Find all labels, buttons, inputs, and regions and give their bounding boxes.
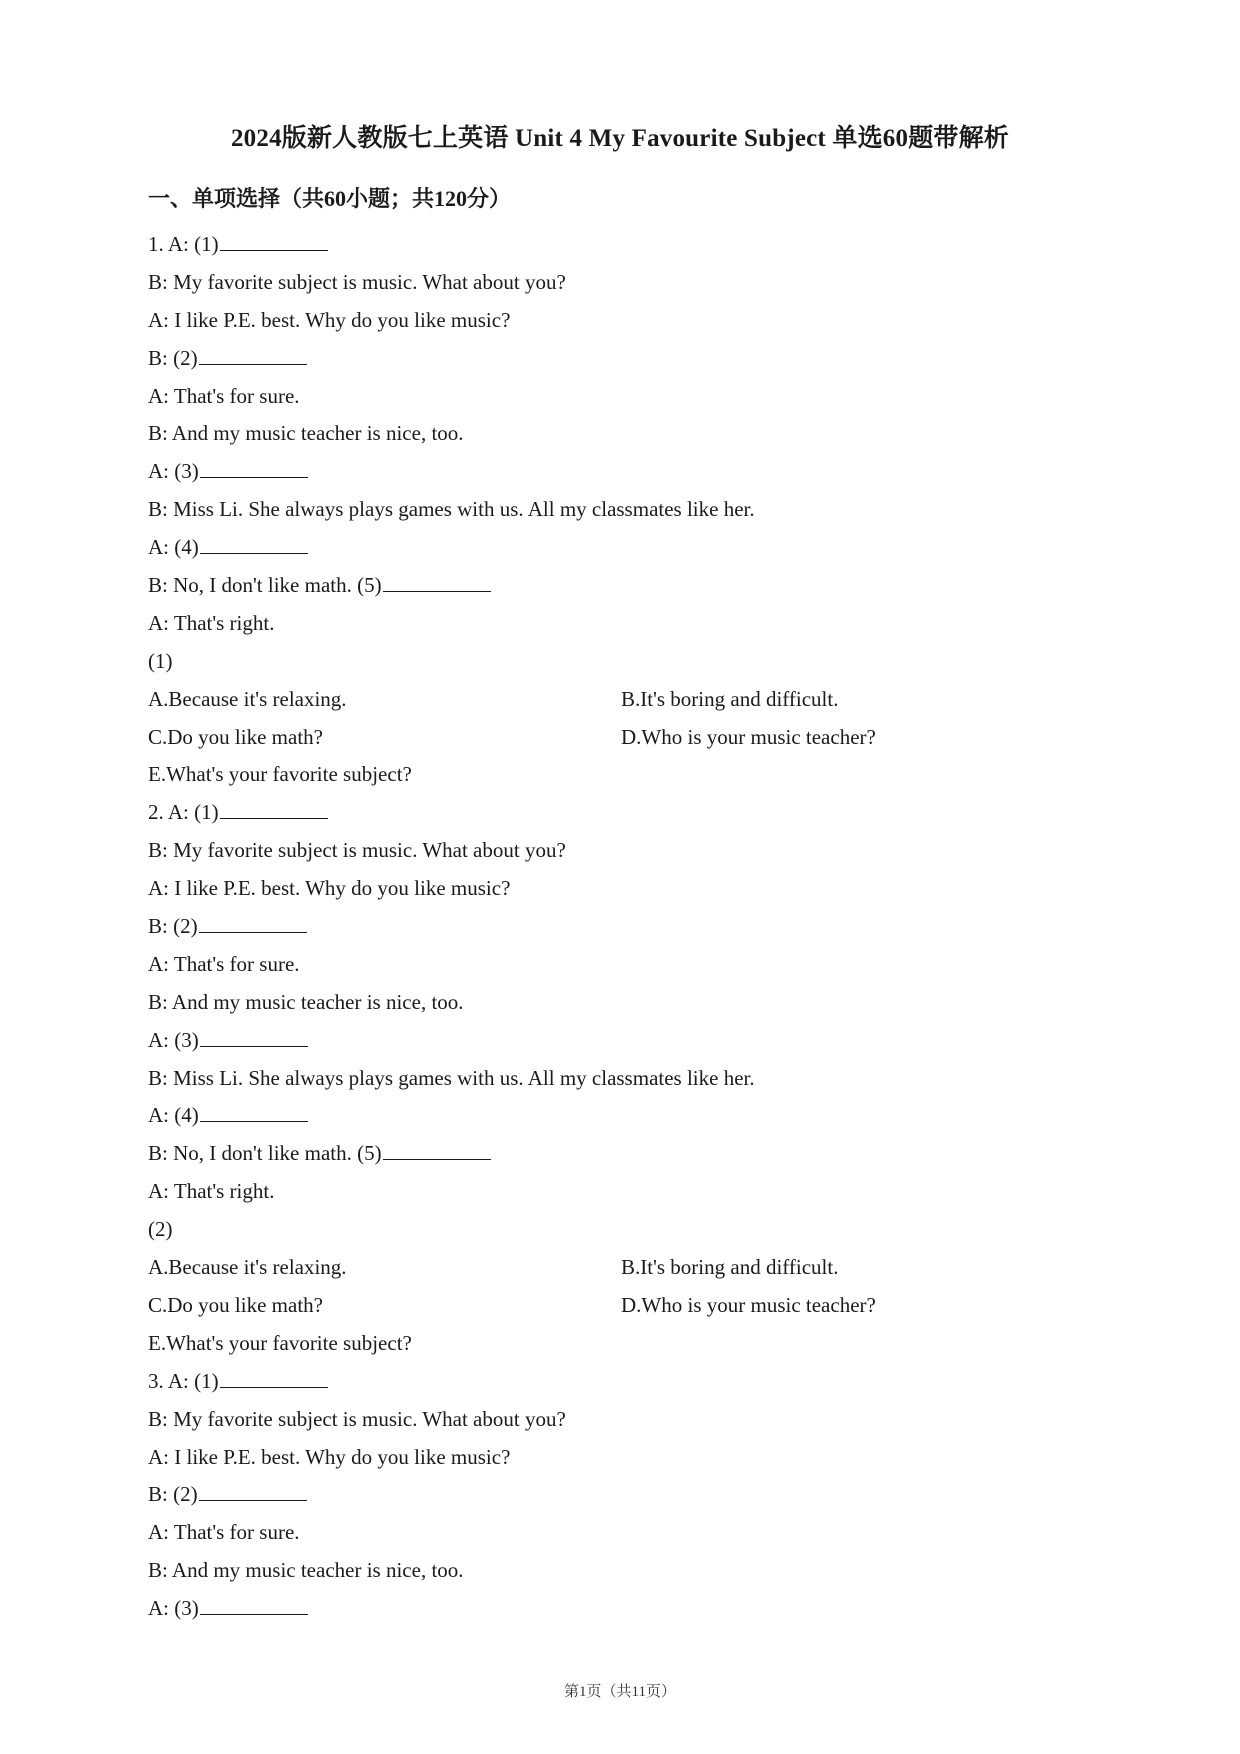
dialogue-text: A: That's for sure. bbox=[148, 383, 300, 408]
answer-blank[interactable] bbox=[220, 1365, 328, 1388]
dialogue-line bbox=[148, 414, 1128, 452]
dialogue-text: A: That's right. bbox=[148, 610, 275, 635]
dialogue-line bbox=[148, 1172, 1128, 1210]
dialogue-line bbox=[148, 339, 1128, 377]
dialogue-line bbox=[148, 1475, 1128, 1513]
answer-blank[interactable] bbox=[383, 569, 491, 592]
dialogue-text: 2. A: (1) bbox=[148, 800, 219, 825]
dialogue-text: A: I like P.E. best. Why do you like music? bbox=[148, 307, 511, 332]
dialogue-line bbox=[148, 1362, 1128, 1400]
dialogue-line bbox=[148, 604, 1128, 642]
dialogue-text: B: Miss Li. She always plays games with us. All my classmates like her. bbox=[148, 497, 755, 522]
answer-blank[interactable] bbox=[199, 342, 307, 365]
dialogue-text: 1. A: (1) bbox=[148, 232, 219, 256]
option-item[interactable]: C.Do you like math? bbox=[148, 724, 323, 749]
dialogue-line bbox=[148, 377, 1128, 415]
option-item[interactable]: B.It's boring and difficult. bbox=[621, 1255, 839, 1280]
options-row bbox=[148, 1248, 1128, 1286]
dialogue-line bbox=[148, 225, 1128, 263]
dialogue-text: A: (3) bbox=[148, 1596, 199, 1621]
dialogue-text: B: No, I don't like math. (5) bbox=[148, 573, 382, 598]
answer-blank[interactable] bbox=[383, 1137, 491, 1160]
answer-blank[interactable] bbox=[220, 796, 328, 819]
option-item[interactable]: D.Who is your music teacher? bbox=[621, 724, 876, 749]
sub-question-number: (2) bbox=[148, 1217, 173, 1242]
dialogue-text: B: My favorite subject is music. What about you? bbox=[148, 1406, 566, 1431]
dialogue-line bbox=[148, 566, 1128, 604]
dialogue-line bbox=[148, 263, 1128, 301]
dialogue-text: A: I like P.E. best. Why do you like music? bbox=[148, 876, 511, 901]
dialogue-line bbox=[148, 945, 1128, 983]
dialogue-text: A: That's for sure. bbox=[148, 1520, 300, 1545]
dialogue-line bbox=[148, 1400, 1128, 1438]
dialogue-line bbox=[148, 983, 1128, 1021]
dialogue-text: B: And my music teacher is nice, too. bbox=[148, 989, 464, 1014]
dialogue-text: B: My favorite subject is music. What about you? bbox=[148, 269, 566, 294]
option-item[interactable]: D.Who is your music teacher? bbox=[621, 1292, 876, 1317]
page-footer: 第1页（共11页） bbox=[564, 1684, 676, 1700]
dialogue-text: A: That's for sure. bbox=[148, 951, 300, 976]
dialogue-line bbox=[148, 907, 1128, 945]
options-row bbox=[148, 1286, 1128, 1324]
dialogue-line bbox=[148, 831, 1128, 869]
dialogue-line bbox=[148, 1513, 1128, 1551]
options-row bbox=[148, 680, 1128, 718]
answer-blank[interactable] bbox=[200, 1024, 308, 1047]
dialogue-text: A: (4) bbox=[148, 1103, 199, 1128]
dialogue-line bbox=[148, 1551, 1128, 1589]
dialogue-text: A: (3) bbox=[148, 459, 199, 484]
dialogue-line bbox=[148, 490, 1128, 528]
dialogue-text: A: (3) bbox=[148, 1027, 199, 1052]
dialogue-line bbox=[148, 1021, 1128, 1059]
answer-blank[interactable] bbox=[200, 1099, 308, 1122]
dialogue-line bbox=[148, 793, 1128, 831]
dialogue-text: 3. A: (1) bbox=[148, 1368, 219, 1393]
dialogue-text: B: My favorite subject is music. What about you? bbox=[148, 838, 566, 863]
option-item[interactable]: C.Do you like math? bbox=[148, 1292, 323, 1317]
option-item[interactable]: A.Because it's relaxing. bbox=[148, 1255, 347, 1280]
dialogue-text: B: And my music teacher is nice, too. bbox=[148, 421, 464, 446]
answer-blank[interactable] bbox=[220, 228, 328, 251]
dialogue-text: B: (2) bbox=[148, 1482, 198, 1507]
dialogue-line bbox=[148, 1096, 1128, 1134]
document-title: 2024版新人教版七上英语 Unit 4 My Favourite Subject 单选60题带解析 bbox=[230, 125, 1010, 152]
sub-question-number: (1) bbox=[148, 648, 173, 673]
dialogue-line bbox=[148, 869, 1128, 907]
options-row bbox=[148, 1324, 1128, 1362]
dialogue-line bbox=[148, 528, 1128, 566]
options-row bbox=[148, 718, 1128, 756]
dialogue-text: B: (2) bbox=[148, 914, 198, 939]
dialogue-text: B: (2) bbox=[148, 345, 198, 370]
dialogue-line bbox=[148, 301, 1128, 339]
dialogue-line bbox=[148, 1589, 1128, 1627]
dialogue-line bbox=[148, 1438, 1128, 1476]
dialogue-line bbox=[148, 452, 1128, 490]
dialogue-text: A: (4) bbox=[148, 535, 199, 560]
option-item[interactable]: E.What's your favorite subject? bbox=[148, 1330, 412, 1355]
options-row bbox=[148, 755, 1128, 793]
answer-blank[interactable] bbox=[199, 910, 307, 933]
dialogue-text: B: Miss Li. She always plays games with us. All my classmates like her. bbox=[148, 1065, 755, 1090]
option-item[interactable]: E.What's your favorite subject? bbox=[148, 762, 412, 787]
dialogue-text: B: And my music teacher is nice, too. bbox=[148, 1558, 464, 1583]
answer-blank[interactable] bbox=[200, 455, 308, 478]
answer-blank[interactable] bbox=[199, 1478, 307, 1501]
answer-blank[interactable] bbox=[200, 1592, 308, 1615]
option-item[interactable]: B.It's boring and difficult. bbox=[621, 686, 839, 711]
answer-blank[interactable] bbox=[200, 531, 308, 554]
dialogue-line bbox=[148, 1134, 1128, 1172]
dialogue-text: A: That's right. bbox=[148, 1179, 275, 1204]
option-item[interactable]: A.Because it's relaxing. bbox=[148, 686, 347, 711]
section-heading: 一、单项选择（共60小题；共120分） bbox=[148, 186, 512, 211]
dialogue-text: B: No, I don't like math. (5) bbox=[148, 1141, 382, 1166]
dialogue-line bbox=[148, 1059, 1128, 1097]
questions-container bbox=[148, 225, 1128, 1627]
dialogue-text: A: I like P.E. best. Why do you like music? bbox=[148, 1444, 511, 1469]
